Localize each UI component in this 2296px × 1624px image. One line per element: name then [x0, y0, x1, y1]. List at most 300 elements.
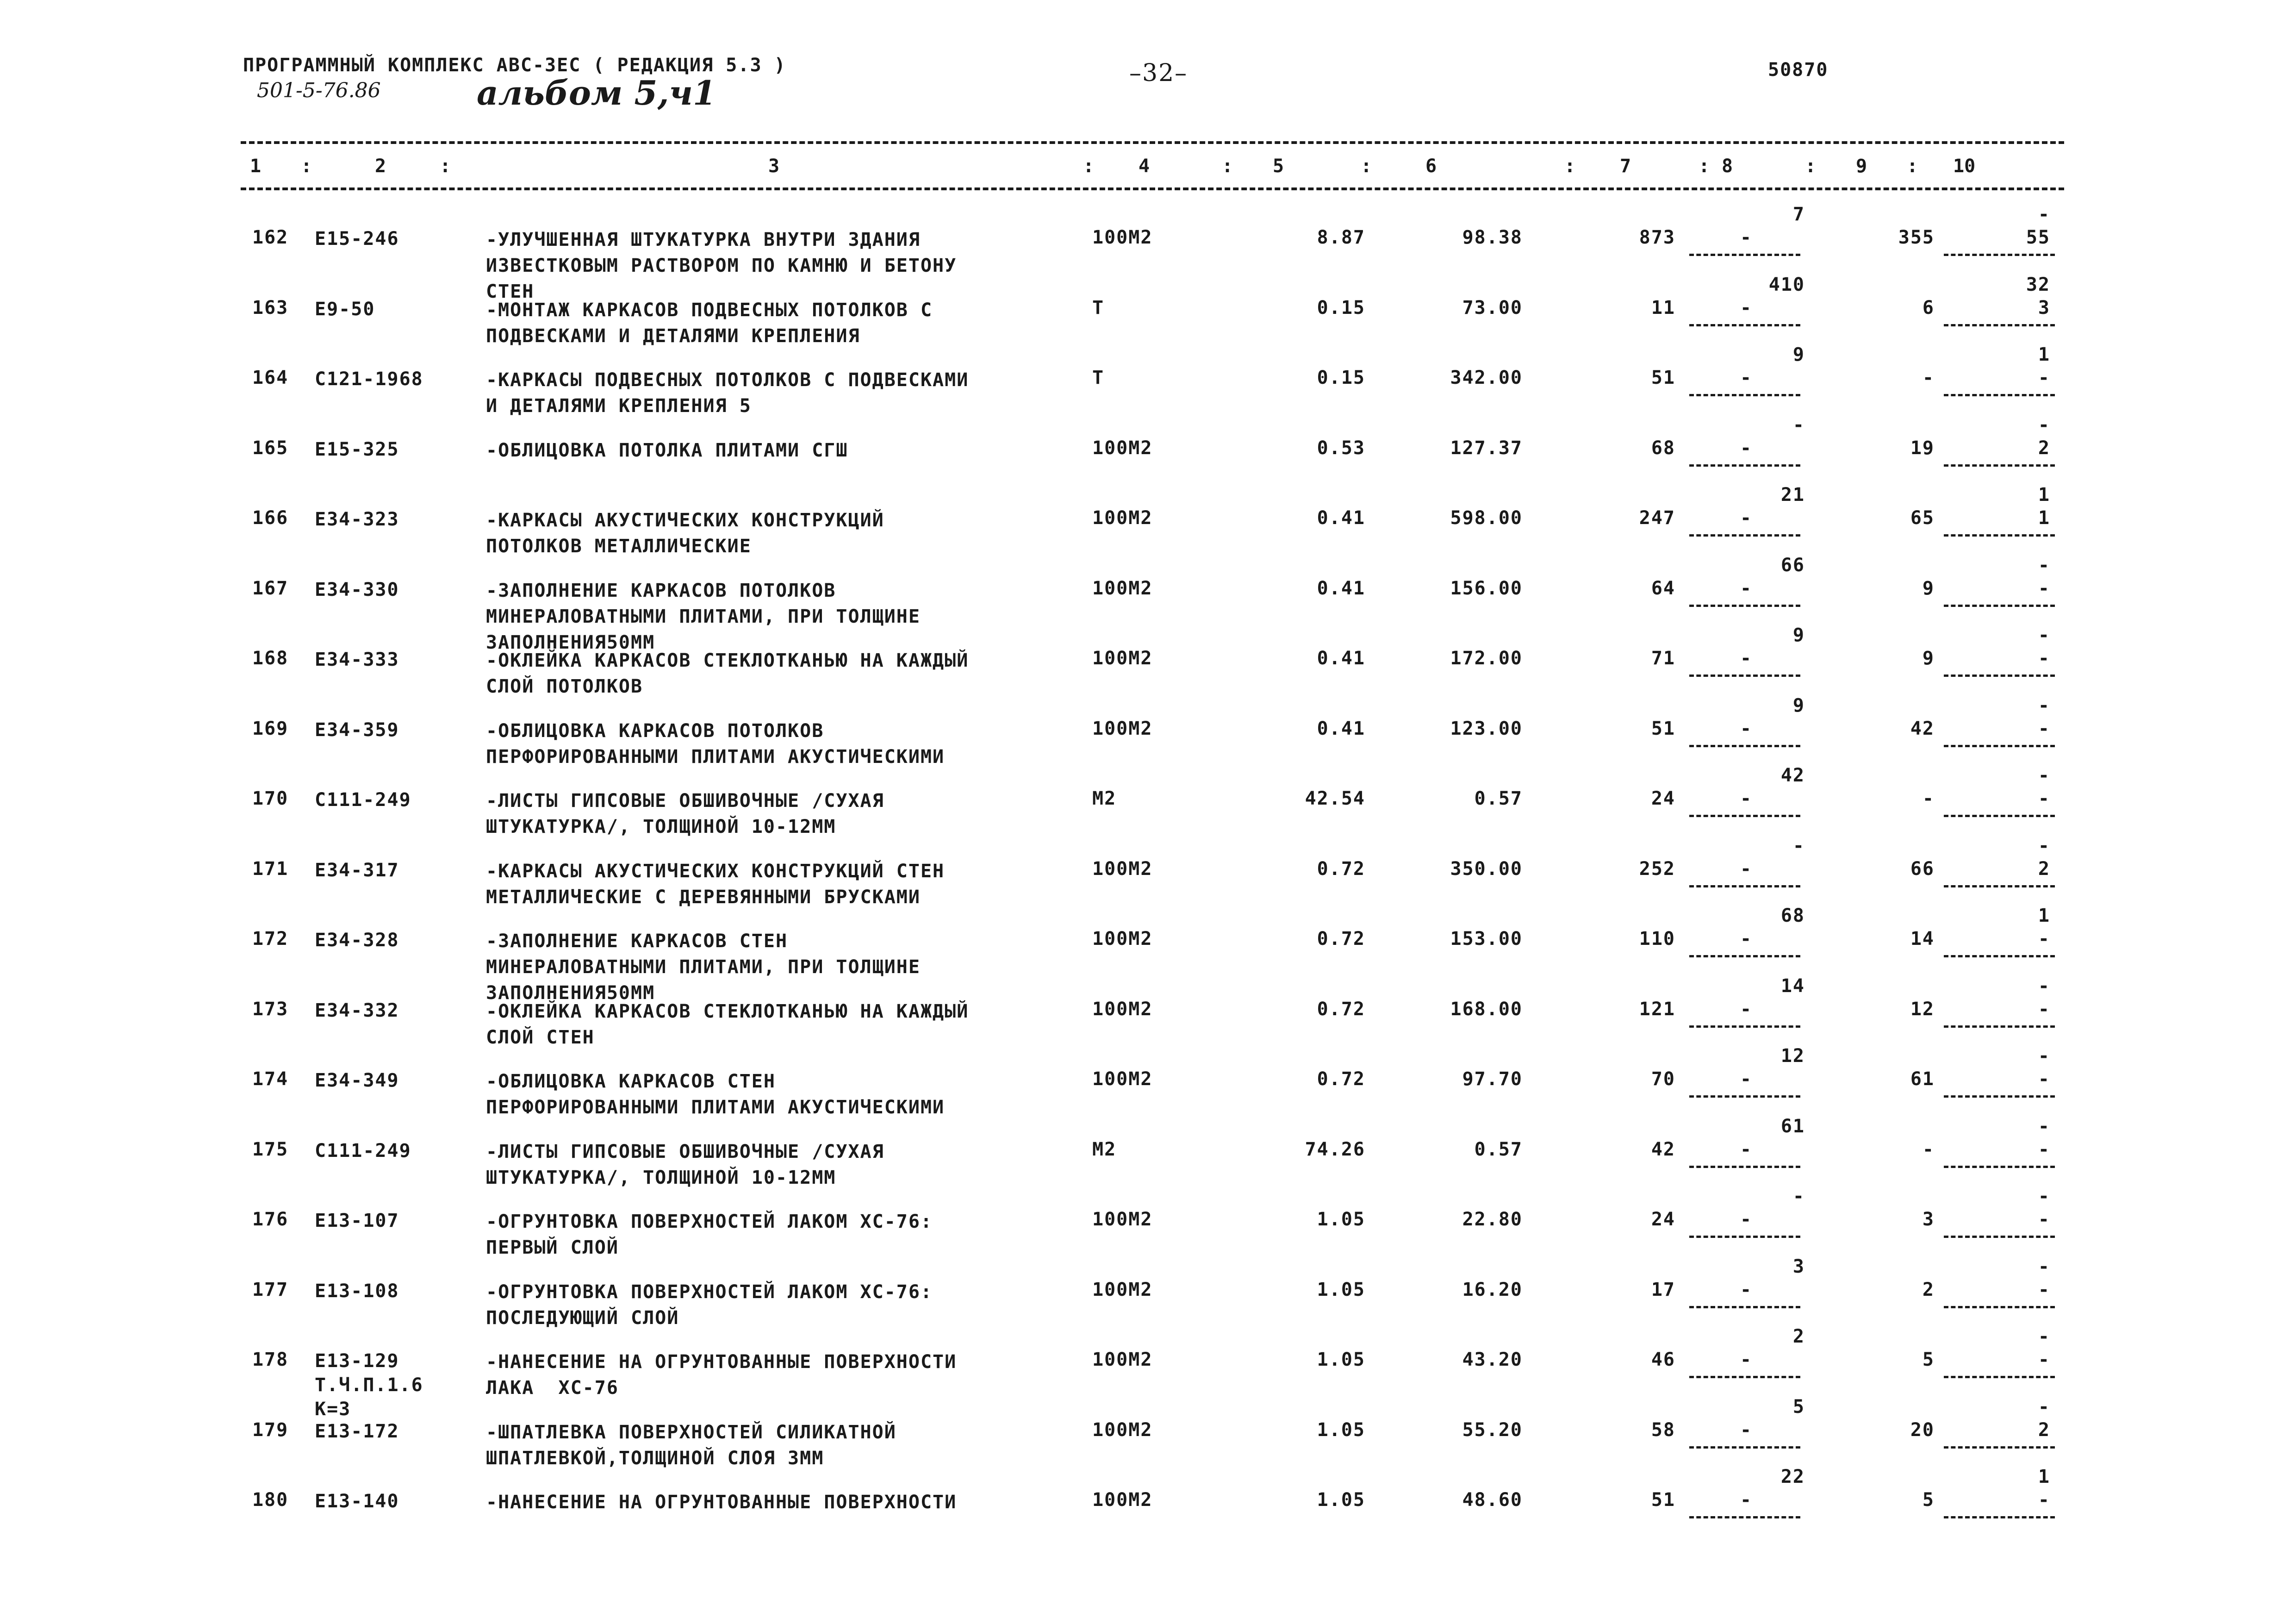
fraction-line [1689, 955, 1800, 957]
cell-c8bot: - [1740, 1209, 1753, 1230]
cell-code: Е34-330 [315, 579, 399, 600]
cell-code: Е34-349 [315, 1070, 399, 1091]
cell-c8bot: - [1740, 1349, 1753, 1370]
cell-unit: 100М2 [1092, 858, 1153, 880]
fraction-line [1944, 745, 2055, 747]
cell-num: 180 [252, 1489, 289, 1511]
cell-qty: 0.72 [1317, 928, 1365, 949]
cell-c9: 9 [1922, 648, 1935, 669]
column-number: 3 [768, 156, 780, 177]
fraction-line [1944, 675, 2055, 677]
cell-num: 164 [252, 367, 289, 388]
cell-c10bot: 1 [2038, 507, 2050, 529]
cell-c10bot: - [2038, 577, 2050, 599]
cell-c10top: - [2038, 1396, 2050, 1418]
cell-total: 51 [1651, 1489, 1675, 1511]
cell-c10top: 1 [2038, 905, 2050, 926]
cell-total: 121 [1639, 998, 1675, 1020]
column-number: 10 [1953, 156, 1976, 177]
cell-unit: 100М2 [1092, 998, 1153, 1020]
cell-c8top: 68 [1780, 905, 1805, 926]
cell-desc: -ЗАПОЛНЕНИЕ КАРКАСОВ ПОТОЛКОВ МИНЕРАЛОВАТНЫМИ ПЛИТАМИ, ПРИ ТОЛЩИНЕ ЗАПОЛНЕНИЯ50ММ [486, 580, 921, 653]
cell-c8bot: - [1740, 788, 1753, 809]
cell-price: 127.37 [1450, 437, 1523, 459]
cell-desc: -КАРКАСЫ АКУСТИЧЕСКИХ КОНСТРУКЦИЙ ПОТОЛКОВ МЕТАЛЛИЧЕСКИЕ [486, 510, 884, 557]
cell-num: 169 [252, 718, 289, 739]
table-row [0, 694, 2296, 787]
column-number: : [301, 156, 312, 177]
cell-unit: М2 [1092, 1138, 1117, 1160]
cell-qty: 0.72 [1317, 858, 1365, 880]
cell-code: Е34-328 [315, 930, 399, 951]
cell-total: 24 [1651, 1209, 1675, 1230]
cell-total: 71 [1651, 648, 1675, 669]
cell-c10top: - [2038, 1186, 2050, 1207]
cell-c8top: 9 [1792, 694, 1805, 716]
fraction-line [1689, 464, 1800, 467]
cell-code: Е15-325 [315, 438, 399, 460]
cell-price: 97.70 [1462, 1068, 1523, 1090]
fraction-line [1944, 1095, 2055, 1098]
cell-price: 48.60 [1462, 1489, 1523, 1511]
cell-c10bot: 55 [2026, 227, 2050, 248]
cell-code: Е15-246 [315, 228, 399, 250]
cell-qty: 1.05 [1317, 1489, 1365, 1511]
fraction-line [1689, 1446, 1800, 1449]
cell-qty: 8.87 [1317, 227, 1365, 248]
cell-c9: 19 [1910, 437, 1935, 459]
cell-c8bot: - [1740, 1068, 1753, 1090]
column-number: : [1805, 156, 1817, 177]
cell-code: Е13-140 [315, 1491, 399, 1512]
fraction-line [1944, 464, 2055, 467]
column-number: 6 [1425, 156, 1437, 177]
cell-c10bot: - [2038, 367, 2050, 388]
cell-c10top: - [2038, 1045, 2050, 1067]
cell-price: 16.20 [1462, 1279, 1523, 1300]
cell-price: 73.00 [1462, 297, 1523, 319]
cell-c9: 65 [1910, 507, 1935, 529]
cell-c10top: 1 [2038, 484, 2050, 506]
cell-num: 175 [252, 1138, 289, 1160]
cell-qty: 1.05 [1317, 1279, 1365, 1300]
cell-c10bot: - [2038, 1349, 2050, 1370]
cell-num: 168 [252, 648, 289, 669]
cell-c10top: 32 [2026, 274, 2050, 295]
cell-price: 156.00 [1450, 577, 1523, 599]
cell-c10bot: - [2038, 1068, 2050, 1090]
cell-total: 51 [1651, 367, 1675, 388]
cell-c8bot: - [1740, 437, 1753, 459]
column-number: 1 [250, 156, 261, 177]
cell-unit: 100М2 [1092, 1279, 1153, 1300]
cell-c8top: - [1792, 1186, 1805, 1207]
table-row [0, 1396, 2296, 1489]
cell-price: 123.00 [1450, 718, 1523, 739]
cell-num: 162 [252, 227, 289, 248]
cell-desc: -ЗАПОЛНЕНИЕ КАРКАСОВ СТЕН МИНЕРАЛОВАТНЫМИ ПЛИТАМИ, ПРИ ТОЛЩИНЕ ЗАПОЛНЕНИЯ50ММ [486, 931, 921, 1004]
column-number: : [1564, 156, 1576, 177]
cell-total: 51 [1651, 718, 1675, 739]
cell-qty: 1.05 [1317, 1349, 1365, 1370]
program-title: ПРОГРАММНЫЙ КОМПЛЕКС АВС-ЗЕС ( РЕДАКЦИЯ 5.3 ) [243, 55, 786, 76]
cell-num: 163 [252, 297, 289, 319]
cell-c10top: - [2038, 765, 2050, 786]
cell-desc: -ОБЛИЦОВКА ПОТОЛКА ПЛИТАМИ СГШ [486, 439, 848, 461]
cell-desc: -ШПАТЛЕВКА ПОВЕРХНОСТЕЙ СИЛИКАТНОЙ ШПАТЛЕВКОЙ,ТОЛЩИНОЙ СЛОЯ 3ММ [486, 1421, 896, 1469]
cell-c10top: - [2038, 554, 2050, 576]
cell-qty: 1.05 [1317, 1209, 1365, 1230]
cell-total: 24 [1651, 788, 1675, 809]
cell-desc: -КАРКАСЫ ПОДВЕСНЫХ ПОТОЛКОВ С ПОДВЕСКАМИ И ДЕТАЛЯМИ КРЕПЛЕНИЯ 5 [486, 369, 969, 417]
cell-code: Е9-50 [315, 298, 375, 320]
table-row [0, 1466, 2296, 1559]
cell-code: С111-249 [315, 789, 411, 811]
cell-num: 178 [252, 1349, 289, 1370]
cell-price: 342.00 [1450, 367, 1523, 388]
cell-c10top: - [2038, 625, 2050, 646]
cell-c9: 20 [1910, 1419, 1935, 1441]
document-code: 50870 [1768, 59, 1829, 81]
cell-unit: 100М2 [1092, 1489, 1153, 1511]
cell-qty: 0.41 [1317, 648, 1365, 669]
column-number: : [1907, 156, 1918, 177]
cell-c10bot: - [2038, 1138, 2050, 1160]
column-number: 7 [1620, 156, 1631, 177]
cell-total: 68 [1651, 437, 1675, 459]
cell-unit: 100М2 [1092, 928, 1153, 949]
table-row [0, 554, 2296, 653]
cell-unit: 100М2 [1092, 437, 1153, 459]
column-number: 9 [1856, 156, 1867, 177]
column-number: : [1222, 156, 1233, 177]
cell-c10bot: - [2038, 1209, 2050, 1230]
cell-desc: -МОНТАЖ КАРКАСОВ ПОДВЕСНЫХ ПОТОЛКОВ С ПОДВЕСКАМИ И ДЕТАЛЯМИ КРЕПЛЕНИЯ [486, 299, 933, 347]
cell-c9: 6 [1922, 297, 1935, 319]
cell-price: 55.20 [1462, 1419, 1523, 1441]
cell-price: 43.20 [1462, 1349, 1523, 1370]
table-row [0, 414, 2296, 507]
cell-c9: - [1922, 788, 1935, 809]
cell-c10bot: - [2038, 648, 2050, 669]
cell-c10bot: 2 [2038, 437, 2050, 459]
cell-c10top: 1 [2038, 1466, 2050, 1487]
cell-num: 171 [252, 858, 289, 880]
cell-price: 98.38 [1462, 227, 1523, 248]
cell-desc: -ОКЛЕЙКА КАРКАСОВ СТЕКЛОТКАНЬЮ НА КАЖДЫЙ СЛОЙ СТЕН [486, 1000, 969, 1048]
cell-c9: 5 [1922, 1489, 1935, 1511]
cell-c9: 12 [1910, 998, 1935, 1020]
cell-qty: 42.54 [1305, 788, 1365, 809]
cell-unit: Т [1092, 297, 1105, 319]
cell-total: 873 [1639, 227, 1675, 248]
cell-desc: -НАНЕСЕНИЕ НА ОГРУНТОВАННЫЕ ПОВЕРХНОСТИ [486, 1492, 957, 1513]
cell-qty: 0.15 [1317, 367, 1365, 388]
cell-c8top: 66 [1780, 554, 1805, 576]
cell-code: Е13-107 [315, 1210, 399, 1231]
cell-unit: 100М2 [1092, 718, 1153, 739]
table-row [0, 274, 2296, 367]
cell-c10bot: - [2038, 928, 2050, 949]
cell-c8top: 2 [1792, 1326, 1805, 1347]
cell-qty: 0.41 [1317, 577, 1365, 599]
cell-unit: 100М2 [1092, 1068, 1153, 1090]
table-row [0, 1115, 2296, 1208]
fraction-line [1944, 324, 2055, 326]
fraction-line [1689, 324, 1800, 326]
fraction-line [1689, 885, 1800, 887]
fraction-line [1944, 1376, 2055, 1378]
handwritten-reference: 501-5-76.86 [257, 79, 381, 102]
table-row [0, 484, 2296, 577]
cell-unit: М2 [1092, 788, 1117, 809]
cell-c9: 66 [1910, 858, 1935, 880]
cell-desc: -УЛУЧШЕННАЯ ШТУКАТУРКА ВНУТРИ ЗДАНИЯ ИЗВЕСТКОВЫМ РАСТВОРОМ ПО КАМНЮ И БЕТОНУ СТЕН [486, 229, 957, 302]
cell-code: Е13-129 Т.Ч.П.1.6 К=3 [315, 1350, 423, 1420]
cell-qty: 0.41 [1317, 507, 1365, 529]
cell-c8bot: - [1740, 367, 1753, 388]
cell-c8top: 12 [1780, 1045, 1805, 1067]
cell-total: 42 [1651, 1138, 1675, 1160]
cell-c8bot: - [1740, 648, 1753, 669]
cell-total: 110 [1639, 928, 1675, 949]
column-number: 2 [375, 156, 386, 177]
cell-code: С121-1968 [315, 369, 423, 390]
cell-desc: -ОКЛЕЙКА КАРКАСОВ СТЕКЛОТКАНЬЮ НА КАЖДЫЙ СЛОЙ ПОТОЛКОВ [486, 650, 969, 697]
cell-c9: 14 [1910, 928, 1935, 949]
table-row [0, 1045, 2296, 1138]
table-row [0, 1326, 2296, 1420]
fraction-line [1689, 1306, 1800, 1308]
fraction-line [1944, 1446, 2055, 1449]
cell-price: 0.57 [1474, 788, 1523, 809]
cell-c10bot: - [2038, 1279, 2050, 1300]
cell-c9: 355 [1898, 227, 1935, 248]
cell-total: 17 [1651, 1279, 1675, 1300]
cell-num: 167 [252, 577, 289, 599]
cell-num: 176 [252, 1209, 289, 1230]
cell-c8top: 3 [1792, 1255, 1805, 1277]
cell-total: 247 [1639, 507, 1675, 529]
table-row [0, 905, 2296, 1004]
cell-num: 177 [252, 1279, 289, 1300]
cell-code: Е34-332 [315, 999, 399, 1021]
cell-num: 166 [252, 507, 289, 529]
top-divider [241, 141, 2064, 144]
cell-c10top: - [2038, 1255, 2050, 1277]
table-row [0, 1186, 2296, 1278]
cell-c8bot: - [1740, 577, 1753, 599]
fraction-line [1689, 1236, 1800, 1238]
cell-desc: -ЛИСТЫ ГИПСОВЫЕ ОБШИВОЧНЫЕ /СУХАЯ ШТУКАТУРКА/, ТОЛЩИНОЙ 10-12ММ [486, 790, 884, 837]
cell-c10top: - [2038, 1326, 2050, 1347]
cell-c10top: - [2038, 414, 2050, 436]
cell-total: 58 [1651, 1419, 1675, 1441]
cell-c8bot: - [1740, 297, 1753, 319]
handwritten-album: альбом 5,ч1 [477, 73, 716, 112]
cell-c10bot: 2 [2038, 1419, 2050, 1441]
cell-c10bot: - [2038, 788, 2050, 809]
cell-c8bot: - [1740, 1138, 1753, 1160]
page-number: –32– [1129, 59, 1188, 87]
cell-qty: 74.26 [1305, 1138, 1365, 1160]
cell-num: 174 [252, 1068, 289, 1090]
fraction-line [1944, 254, 2055, 256]
cell-unit: 100М2 [1092, 507, 1153, 529]
cell-qty: 0.53 [1317, 437, 1365, 459]
cell-c10bot: - [2038, 718, 2050, 739]
cell-qty: 0.15 [1317, 297, 1365, 319]
fraction-line [1689, 254, 1800, 256]
cell-c10bot: - [2038, 1489, 2050, 1511]
cell-price: 153.00 [1450, 928, 1523, 949]
cell-desc: -ОГРУНТОВКА ПОВЕРХНОСТЕЙ ЛАКОМ ХС-76: ПЕРВЫЙ СЛОЙ [486, 1211, 933, 1258]
cell-desc: -ОБЛИЦОВКА КАРКАСОВ ПОТОЛКОВ ПЕРФОРИРОВАННЫМИ ПЛИТАМИ АКУСТИЧЕСКИМИ [486, 720, 945, 768]
fraction-line [1944, 1306, 2055, 1308]
cell-unit: 100М2 [1092, 1349, 1153, 1370]
cell-desc: -ОГРУНТОВКА ПОВЕРХНОСТЕЙ ЛАКОМ ХС-76: ПОСЛЕДУЮЩИЙ СЛОЙ [486, 1281, 933, 1329]
cell-unit: 100М2 [1092, 577, 1153, 599]
cell-unit: 100М2 [1092, 648, 1153, 669]
fraction-line [1689, 534, 1800, 537]
cell-desc: -НАНЕСЕНИЕ НА ОГРУНТОВАННЫЕ ПОВЕРХНОСТИ ЛАКА ХС-76 [486, 1351, 957, 1399]
cell-unit: 100М2 [1092, 227, 1153, 248]
cell-code: Е34-359 [315, 719, 399, 741]
cell-c8top: 14 [1780, 975, 1805, 997]
fraction-line [1689, 1516, 1800, 1518]
cell-num: 173 [252, 998, 289, 1020]
cell-c8bot: - [1740, 1279, 1753, 1300]
cell-desc: -КАРКАСЫ АКУСТИЧЕСКИХ КОНСТРУКЦИЙ СТЕН МЕТАЛЛИЧЕСКИЕ С ДЕРЕВЯННЫМИ БРУСКАМИ [486, 860, 945, 908]
fraction-line [1689, 1095, 1800, 1098]
fraction-line [1944, 815, 2055, 817]
cell-qty: 0.72 [1317, 998, 1365, 1020]
cell-total: 46 [1651, 1349, 1675, 1370]
cell-total: 252 [1639, 858, 1675, 880]
table-row [0, 625, 2296, 717]
cell-code: Е34-323 [315, 509, 399, 530]
cell-c8top: 42 [1780, 765, 1805, 786]
table-row [0, 1255, 2296, 1349]
cell-c8top: 5 [1792, 1396, 1805, 1418]
cell-price: 22.80 [1462, 1209, 1523, 1230]
header-divider [241, 187, 2064, 190]
cell-code: Е34-317 [315, 859, 399, 881]
cell-price: 0.57 [1474, 1138, 1523, 1160]
cell-c10bot: 2 [2038, 858, 2050, 880]
cell-code: Е13-172 [315, 1420, 399, 1442]
cell-price: 350.00 [1450, 858, 1523, 880]
cell-c8bot: - [1740, 1489, 1753, 1511]
fraction-line [1689, 1376, 1800, 1378]
cell-price: 168.00 [1450, 998, 1523, 1020]
fraction-line [1689, 1166, 1800, 1168]
fraction-line [1689, 605, 1800, 607]
cell-c8bot: - [1740, 858, 1753, 880]
cell-c10top: - [2038, 204, 2050, 225]
cell-total: 64 [1651, 577, 1675, 599]
cell-qty: 0.72 [1317, 1068, 1365, 1090]
cell-c10top: 1 [2038, 344, 2050, 365]
cell-c9: 42 [1910, 718, 1935, 739]
fraction-line [1689, 815, 1800, 817]
table-row [0, 975, 2296, 1068]
fraction-line [1944, 605, 2055, 607]
table-row [0, 204, 2296, 302]
cell-unit: Т [1092, 367, 1105, 388]
cell-c9: 61 [1910, 1068, 1935, 1090]
cell-c8bot: - [1740, 227, 1753, 248]
cell-c10bot: - [2038, 998, 2050, 1020]
fraction-line [1689, 394, 1800, 396]
cell-c9: - [1922, 1138, 1935, 1160]
table-row [0, 344, 2296, 437]
fraction-line [1689, 675, 1800, 677]
cell-c10bot: 3 [2038, 297, 2050, 319]
fraction-line [1944, 1025, 2055, 1028]
cell-num: 165 [252, 437, 289, 459]
column-number: 8 [1722, 156, 1733, 177]
cell-price: 598.00 [1450, 507, 1523, 529]
table-row [0, 765, 2296, 857]
cell-c8top: 61 [1780, 1115, 1805, 1137]
fraction-line [1944, 955, 2055, 957]
fraction-line [1944, 534, 2055, 537]
cell-desc: -ЛИСТЫ ГИПСОВЫЕ ОБШИВОЧНЫЕ /СУХАЯ ШТУКАТУРКА/, ТОЛЩИНОЙ 10-12ММ [486, 1141, 884, 1188]
cell-desc: -ОБЛИЦОВКА КАРКАСОВ СТЕН ПЕРФОРИРОВАННЫМИ ПЛИТАМИ АКУСТИЧЕСКИМИ [486, 1071, 945, 1118]
cell-qty: 0.41 [1317, 718, 1365, 739]
fraction-line [1944, 1166, 2055, 1168]
cell-total: 11 [1651, 297, 1675, 319]
fraction-line [1689, 745, 1800, 747]
cell-c9: 5 [1922, 1349, 1935, 1370]
cell-c9: 3 [1922, 1209, 1935, 1230]
cell-c8bot: - [1740, 1419, 1753, 1441]
column-number: 5 [1273, 156, 1284, 177]
cell-price: 172.00 [1450, 648, 1523, 669]
cell-num: 170 [252, 788, 289, 809]
cell-c8top: - [1792, 835, 1805, 856]
column-number: : [440, 156, 451, 177]
table-row [0, 835, 2296, 928]
cell-c8bot: - [1740, 507, 1753, 529]
fraction-line [1944, 394, 2055, 396]
cell-code: Е13-108 [315, 1280, 399, 1302]
cell-unit: 100М2 [1092, 1209, 1153, 1230]
column-number: : [1361, 156, 1372, 177]
cell-unit: 100М2 [1092, 1419, 1153, 1441]
cell-c8bot: - [1740, 718, 1753, 739]
cell-c8top: 7 [1792, 204, 1805, 225]
column-number: 4 [1139, 156, 1150, 177]
cell-c8bot: - [1740, 998, 1753, 1020]
column-number: : [1699, 156, 1710, 177]
cell-c10top: - [2038, 1115, 2050, 1137]
fraction-line [1689, 1025, 1800, 1028]
cell-c8bot: - [1740, 928, 1753, 949]
cell-qty: 1.05 [1317, 1419, 1365, 1441]
cell-c8top: 21 [1780, 484, 1805, 506]
fraction-line [1944, 1236, 2055, 1238]
cell-c8top: 410 [1768, 274, 1805, 295]
cell-code: С111-249 [315, 1140, 411, 1162]
cell-num: 179 [252, 1419, 289, 1441]
cell-c8top: 22 [1780, 1466, 1805, 1487]
cell-c9: - [1922, 367, 1935, 388]
column-number: : [1083, 156, 1095, 177]
cell-code: Е34-333 [315, 649, 399, 670]
fraction-line [1944, 885, 2055, 887]
